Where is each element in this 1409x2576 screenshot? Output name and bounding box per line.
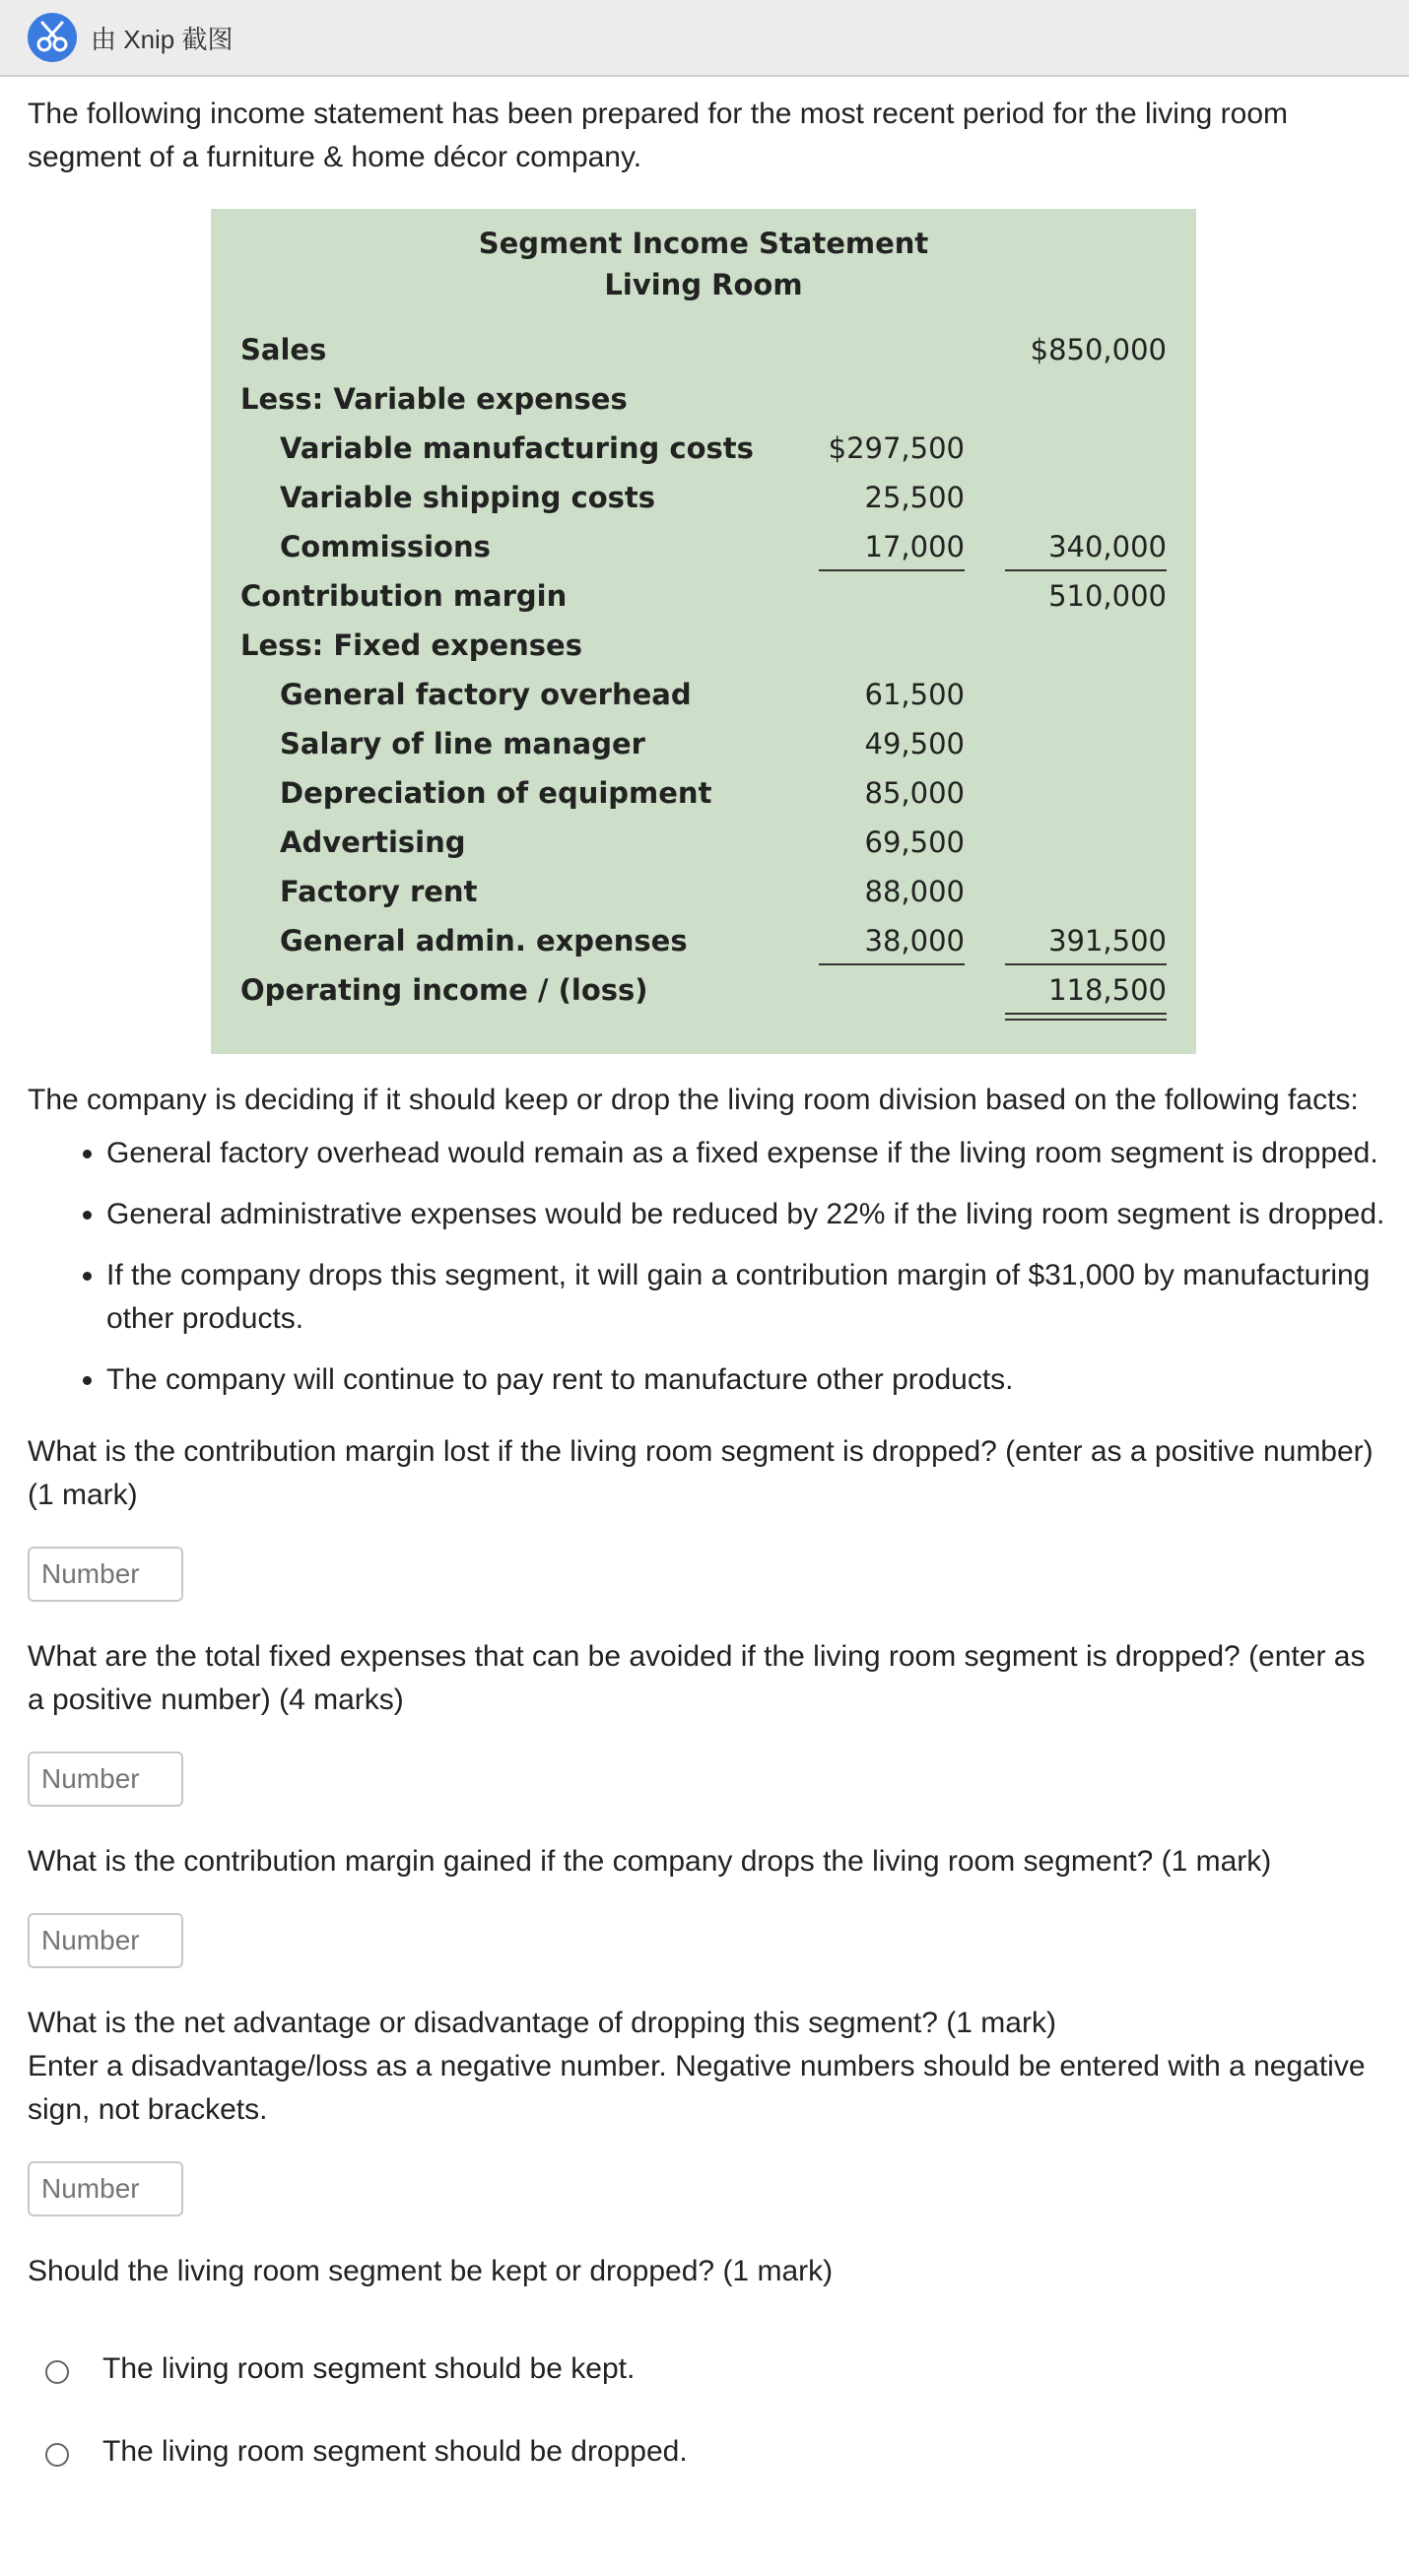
row-amount: 17,000	[864, 530, 965, 563]
double-underline	[1005, 1013, 1167, 1021]
row-total: $850,000	[1030, 333, 1167, 366]
row-less-fixed	[211, 621, 1196, 664]
row-admin-expenses	[211, 916, 1196, 959]
row-amount: 49,500	[864, 727, 965, 760]
radio-button-kept[interactable]	[45, 2360, 69, 2384]
title-bar	[0, 0, 1409, 77]
row-amount: 85,000	[864, 776, 965, 810]
question-2: What are the total fixed expenses that can be avoided if the living room segment is dropped? (enter as a positive number) (4 marks)	[28, 1640, 1366, 1716]
question-1: What is the contribution margin lost if the living room segment is dropped? (enter as a positive number) (1 mark)	[28, 1435, 1374, 1511]
row-amount: 25,500	[864, 481, 965, 514]
facts-intro: The company is deciding if it should keep or drop the living room division based on the following facts:	[28, 1084, 1359, 1116]
question-4: What is the net advantage or disadvantage of dropping this segment? (1 mark)	[28, 2007, 1056, 2039]
row-operating-income	[211, 965, 1196, 1009]
facts-section	[28, 1079, 1387, 1420]
row-label: Variable manufacturing costs	[280, 431, 754, 465]
row-label: General admin. expenses	[280, 924, 688, 958]
row-less-variable	[211, 374, 1196, 418]
row-commissions	[211, 522, 1196, 565]
row-label: General factory overhead	[280, 678, 692, 711]
fact-item: • General administrative expenses would be reduced by 22% if the living room segment is dropped.	[106, 1193, 1387, 1236]
answer-input-2[interactable]	[28, 1751, 183, 1807]
option-label: The living room segment should be kept.	[102, 2352, 636, 2385]
row-total: 391,500	[1048, 924, 1167, 958]
row-sales	[211, 325, 1196, 368]
facts-list	[28, 1132, 1387, 1402]
row-amount: 38,000	[864, 924, 965, 958]
row-label: Advertising	[280, 826, 466, 859]
answer-input-3[interactable]	[28, 1913, 183, 1968]
statement-title: Segment Income Statement	[478, 227, 929, 260]
question-3: What is the contribution margin gained if the company drops the living room segment? (1 mark)	[28, 1845, 1272, 1878]
row-label: Contribution margin	[240, 579, 568, 613]
final-question: Should the living room segment be kept or dropped? (1 mark)	[28, 2255, 834, 2287]
row-factory-overhead	[211, 670, 1196, 713]
answer-input-1[interactable]	[28, 1547, 183, 1602]
row-var-ship	[211, 473, 1196, 516]
row-contribution-margin	[211, 571, 1196, 615]
row-total: 340,000	[1048, 530, 1167, 563]
row-label: Commissions	[280, 530, 491, 563]
row-factory-rent	[211, 867, 1196, 910]
row-var-mfg	[211, 424, 1196, 467]
row-salary	[211, 719, 1196, 762]
income-statement	[211, 209, 1196, 1054]
answer-input-4[interactable]	[28, 2161, 183, 2216]
option-label: The living room segment should be dropped.	[102, 2435, 688, 2468]
radio-button-dropped[interactable]	[45, 2443, 69, 2467]
fact-item: • If the company drops this segment, it will gain a contribution margin of $31,000 by manufacturing other products.	[106, 1254, 1387, 1341]
row-amount: 88,000	[864, 875, 965, 908]
fact-item: • The company will continue to pay rent to manufacture other products.	[106, 1358, 1387, 1402]
scissors-icon	[28, 13, 77, 62]
row-total: 118,500	[1048, 973, 1167, 1007]
row-total: 510,000	[1048, 579, 1167, 613]
question-4-note: Enter a disadvantage/loss as a negative number. Negative numbers should be entered with a negative sign, not brackets.	[28, 2050, 1366, 2126]
intro-text: The following income statement has been prepared for the most recent period for the living room segment of a furniture & home décor company.	[28, 98, 1289, 173]
row-advertising	[211, 818, 1196, 861]
row-amount: $297,500	[828, 431, 965, 465]
row-label: Less: Fixed expenses	[240, 628, 582, 662]
row-label: Factory rent	[280, 875, 478, 908]
intro-section	[28, 93, 1387, 179]
app-title: 由 Xnip 截图	[91, 25, 234, 54]
row-label: Variable shipping costs	[280, 481, 656, 514]
fact-item: • General factory overhead would remain as a fixed expense if the living room segment is dropped.	[106, 1132, 1387, 1175]
row-label: Depreciation of equipment	[280, 776, 712, 810]
row-depreciation	[211, 768, 1196, 812]
row-amount: 69,500	[864, 826, 965, 859]
row-amount: 61,500	[864, 678, 965, 711]
row-label: Operating income / (loss)	[240, 973, 648, 1007]
row-label: Less: Variable expenses	[240, 382, 628, 416]
statement-subtitle: Living Room	[604, 268, 803, 301]
row-label: Salary of line manager	[280, 727, 645, 760]
row-label: Sales	[240, 333, 327, 366]
